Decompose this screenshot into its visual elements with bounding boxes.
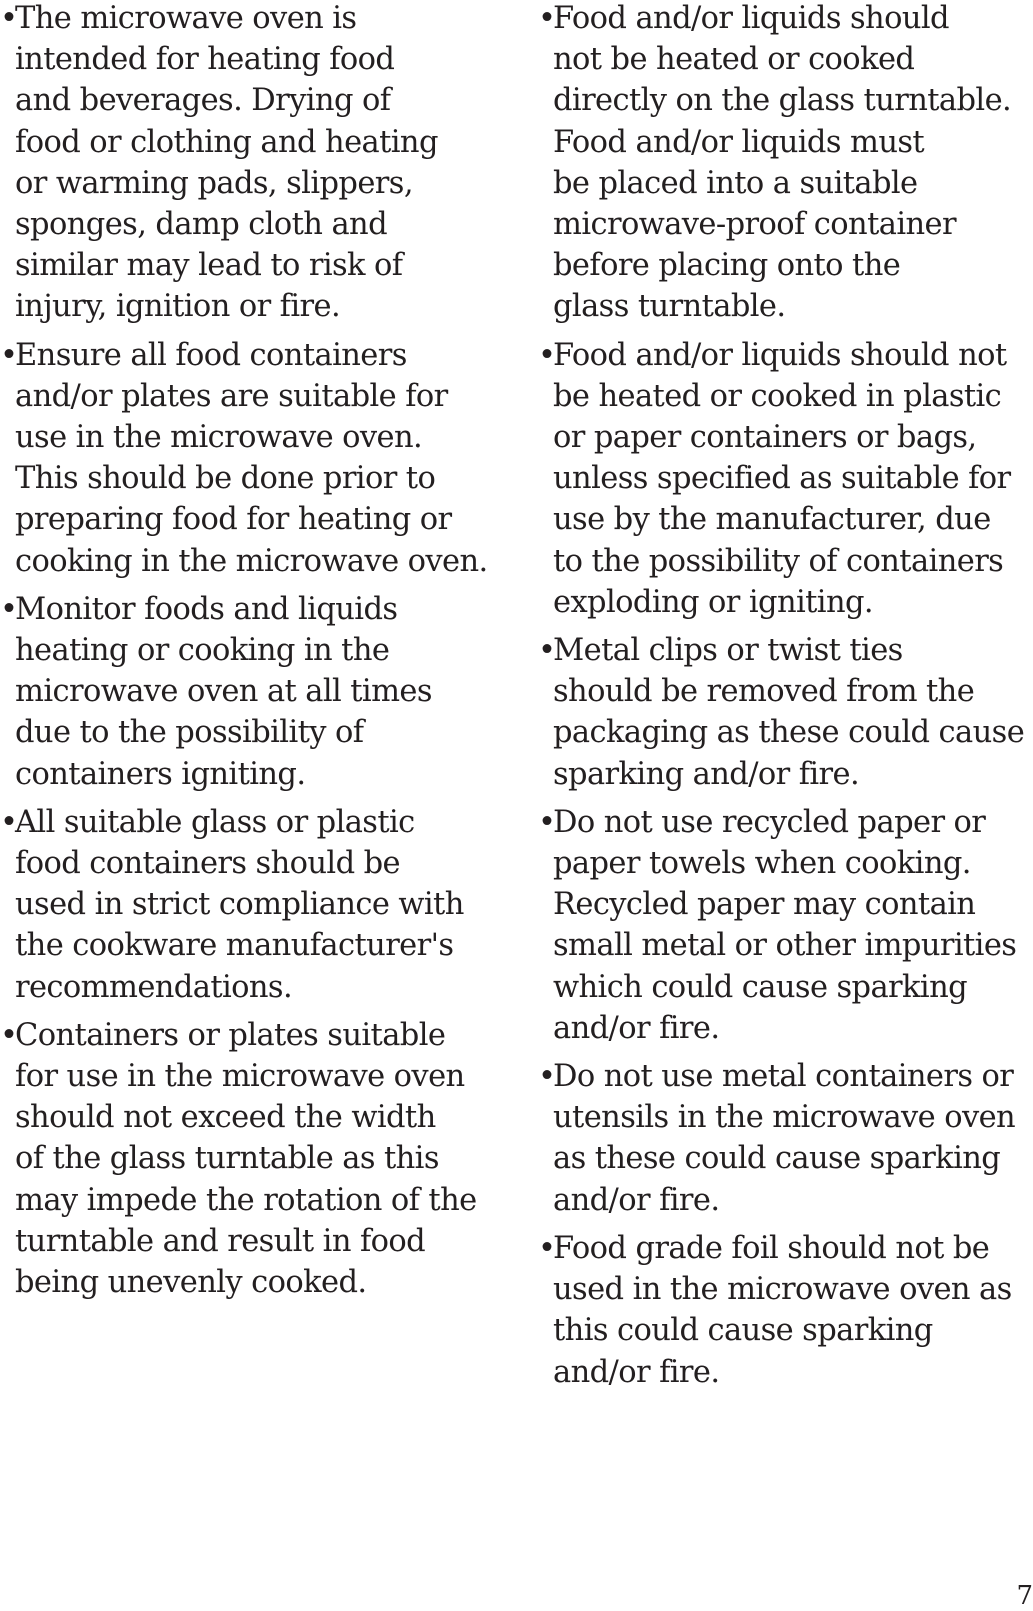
list-item <box>538 1228 1033 1393</box>
left-column <box>0 0 500 1310</box>
list-item <box>0 802 500 1008</box>
list-item <box>538 0 1033 328</box>
list-item-text: All suitable glass or plastic food containers should be used in strict compliance with the cookware manufacturer's recommendations. <box>15 804 464 1005</box>
bullet-icon: • <box>0 591 18 627</box>
list-item-text: The microwave oven is intended for heating food and beverages. Drying of food or clothing and heating or warming pads, slippers, sponges, damp cloth and similar may lead to risk of injury, ignition or fire. <box>15 1 438 325</box>
bullet-icon: • <box>538 337 556 373</box>
bullet-icon: • <box>0 337 18 373</box>
bullet-icon: • <box>0 1 18 36</box>
list-item <box>0 1015 500 1303</box>
list-item-text: Food and/or liquids should not be heated or cooked directly on the glass turntable. Food and/or liquids must be placed into a suitable microwave-proof container before placing onto the glass turntable. <box>553 1 1012 325</box>
page-number: 7 <box>1016 1581 1033 1611</box>
bullet-icon: • <box>0 1017 18 1053</box>
bullet-icon: • <box>0 804 18 840</box>
list-item-text: Ensure all food containers and/or plates are suitable for use in the microwave oven. This should be done prior to preparing food for heating or cooking in the microwave oven. <box>15 337 488 579</box>
bullet-icon: • <box>538 804 556 840</box>
list-item-text: Containers or plates suitable for use in the microwave oven should not exceed the width of the glass turntable as this may impede the rotation of the turntable and result in food being unevenly cooked. <box>15 1017 477 1301</box>
list-item <box>538 1056 1033 1221</box>
list-item <box>0 589 500 795</box>
list-item-text: Food grade foil should not be used in the microwave oven as this could cause sparking and/or fire. <box>553 1230 1012 1390</box>
list-item-text: Metal clips or twist ties should be removed from the packaging as these could cause sparking and/or fire. <box>553 633 1025 792</box>
bullet-icon: • <box>538 1230 556 1266</box>
list-item-text: Monitor foods and liquids heating or cooking in the microwave oven at all times due to the possibility of containers igniting. <box>15 591 432 792</box>
list-item <box>538 802 1033 1049</box>
list-item-text: Do not use metal containers or utensils in the microwave oven as these could cause sparking and/or fire. <box>553 1059 1016 1218</box>
list-item <box>0 0 500 328</box>
list-item-text: Food and/or liquids should not be heated or cooked in plastic or paper containers or bags, unless specified as suitable for use by the manufacturer, due to the possibility of containers exploding or igniting. <box>553 337 1011 620</box>
list-item <box>538 335 1033 623</box>
list-item-text: Do not use recycled paper or paper towels when cooking. Recycled paper may contain small metal or other impurities which could cause sparking and/or fire. <box>553 804 1017 1046</box>
bullet-icon: • <box>538 1059 556 1095</box>
bullet-icon: • <box>538 1 556 36</box>
list-item <box>0 335 500 582</box>
right-column <box>538 0 1033 1400</box>
list-item <box>538 630 1033 795</box>
bullet-icon: • <box>538 633 556 669</box>
